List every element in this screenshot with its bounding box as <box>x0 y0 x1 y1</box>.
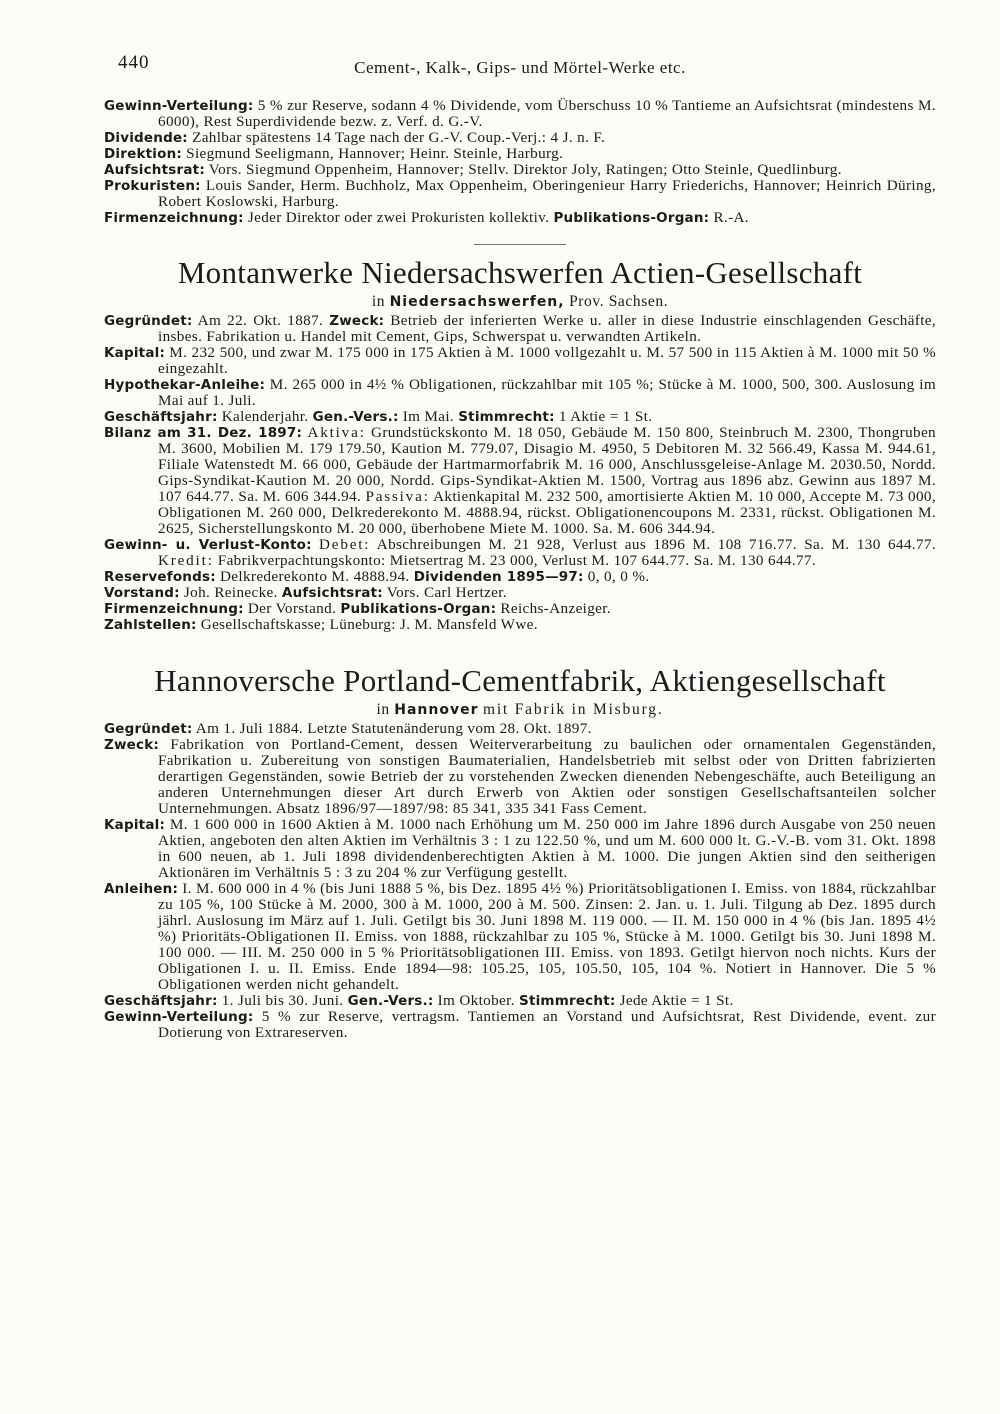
entry-label: Firmenzeichnung: <box>104 210 244 226</box>
entry-text: 5 % zur Reserve, vertragsm. Tantiemen an Vorstand und Aufsichtsrat, Rest Dividende, event. zur Dotierung von Extrareserven. <box>158 1008 936 1041</box>
entry-text: Gesellschaftskasse; Lüneburg: J. M. Mansfeld Wwe. <box>200 616 538 633</box>
entry-text: Vors. Siegmund Oppenheim, Hannover; Stellv. Direktor Joly, Ratingen; Otto Steinle, Quedlinburg. <box>208 161 842 178</box>
entry-label: Zweck: <box>329 313 385 329</box>
entry-text: Im Mai. <box>402 408 455 425</box>
entry-text: R.-A. <box>713 209 749 226</box>
entry-label: Reservefonds: <box>104 569 216 585</box>
hannoversche-section <box>104 663 936 1041</box>
entry-label: Kapital: <box>104 345 166 361</box>
entry-text: Der Vorstand. <box>247 600 337 617</box>
entry-text: Reichs-Anzeiger. <box>500 600 611 617</box>
passiva-label: Passiva: <box>365 488 430 505</box>
montanwerke-section <box>104 255 936 633</box>
zweck-entry <box>104 737 936 817</box>
entry-label: Prokuristen: <box>104 178 201 194</box>
entry-text: Joh. Reinecke. <box>183 584 278 601</box>
entry-label: Geschäftsjahr: <box>104 409 218 425</box>
location-suffix: mit Fabrik in Misburg. <box>482 701 664 718</box>
aufsichtsrat-entry <box>104 162 936 178</box>
gewinn-verteilung-entry <box>104 98 936 130</box>
entry-text: Grundstückskonto M. 18 050, Gebäude M. 150 800, Steinbruch M. 2300, Thongruben M. 3600, Mobilien M. 179 179.50, Kaution M. 779.07, Disagio M. 4950, 5 Debitoren M. 32 566.49, Kassa M. 944.61, Filiale Watenstedt M. 66 000, Gebäude der Hartmarmorfabrik M. 16 000, Anschlussgeleise-Anlage M. 2030.50, Nordd. Gips-Syndikat-Kaution M. 20 000, Nordd. Gips-Syndikat-Aktien M. 1500, Vortrag aus 1896 abz. Gewinn aus 1897 M. 107 644.77. Sa. M. 606 344.94. <box>158 424 936 505</box>
gewinn-verlust-entry <box>104 537 936 569</box>
aktiva-label: Aktiva: <box>307 424 366 441</box>
entry-label: Gen.-Vers.: <box>347 993 434 1009</box>
entry-text: 5 % zur Reserve, sodann 4 % Dividende, vom Überschuss 10 % Tantieme an Aufsichtsrat (mindestens M. 6000), Rest Superdividende bezw. z. Verf. d. G.-V. <box>158 97 936 130</box>
entry-label: Kapital: <box>104 817 166 833</box>
page <box>104 52 936 1041</box>
entry-text: Jede Aktie = 1 St. <box>619 992 734 1009</box>
entry-text: Abschreibungen M. 21 928, Verlust aus 1896 M. 108 716.77. Sa. M. 130 644.77. <box>376 536 936 553</box>
entry-text: Am 1. Juli 1884. Letzte Statutenänderung vom 28. Okt. 1897. <box>195 720 592 737</box>
company-title: Montanwerke Niedersachswerfen Actien-Gesellschaft <box>177 255 863 290</box>
gegruendet-entry <box>104 313 936 345</box>
page-number: 440 <box>118 52 150 73</box>
entry-label: Publikations-Organ: <box>553 210 710 226</box>
location-city: Hannover <box>394 702 479 718</box>
entry-text: Zahlbar spätestens 14 Tage nach der G.-V. Coup.-Verj.: 4 J. n. F. <box>192 129 606 146</box>
firmenzeichnung-entry <box>104 601 936 617</box>
running-head <box>104 52 936 82</box>
page-title: Cement-, Kalk-, Gips- und Mörtel-Werke etc. <box>354 58 686 77</box>
zahlstellen-entry <box>104 617 936 633</box>
entry-label: Gewinn- u. Verlust-Konto: <box>104 537 312 553</box>
entry-text: Kalenderjahr. <box>221 408 309 425</box>
entry-label: Gen.-Vers.: <box>312 409 399 425</box>
entry-text: M. 1 600 000 in 1600 Aktien à M. 1000 nach Erhöhung um M. 250 000 im Jahre 1896 durch Ausgabe von 250 neuen Aktien, angeboten den alten Aktien im Verhältnis 3 : 1 zu 122.50 %, und um M. 600 000 lt. G.-V.-B. vom 31. Okt. 1898 in 600 neuen, ab 1. Juli 1898 dividendenberechtigten Aktien à M. 1000. Die jungen Aktien sind den seitherigen Aktionären im Verhältnis 5 : 3 zu 204 % zur Verfügung gestellt. <box>158 816 936 881</box>
entry-label: Gegründet: <box>104 313 193 329</box>
prokuristen-entry <box>104 178 936 210</box>
entry-text: Fabrikation von Portland-Cement, dessen Weiterverarbeitung zu baulichen oder ornamentalen Gegenständen, Fabrikation u. Zubereitung von sonstigen Baumaterialien, Handelsbetrieb mit selbst oder von Dritten fabrizierten derartigen Gegenständen, sowie Betrieb der zu vorstehenden Zwecken dienenden Nebengeschäfte, auch Beteiligung an anderen Unternehmungen dieser Art durch Erwerb von Aktien oder sonstigen Gesellschaftsanteilen solcher Unternehmungen. Absatz 1896/97—1897/98: 85 341, 335 341 Fass Cement. <box>158 736 936 817</box>
vorstand-entry <box>104 585 936 601</box>
direktion-entry <box>104 146 936 162</box>
entry-label: Gegründet: <box>104 721 193 737</box>
entry-text: 1 Aktie = 1 St. <box>558 408 653 425</box>
entry-text: Im Oktober. <box>437 992 515 1009</box>
dividende-entry <box>104 130 936 146</box>
entry-label: Firmenzeichnung: <box>104 601 244 617</box>
entry-text: M. 265 000 in 4½ % Obligationen, rückzahlbar mit 105 %; Stücke à M. 1000, 500, 300. Auslosung im Mai auf 1. Juli. <box>158 376 936 409</box>
entry-text: 1. Juli bis 30. Juni. <box>221 992 344 1009</box>
entry-text: Siegmund Seeligmann, Hannover; Heinr. Steinle, Harburg. <box>186 145 564 162</box>
company-title: Hannoversche Portland-Cementfabrik, Aktiengesellschaft <box>154 663 886 698</box>
geschaeftsjahr-entry <box>104 993 936 1009</box>
entry-label: Anleihen: <box>104 881 179 897</box>
company-location <box>104 293 936 311</box>
debet-label: Debet: <box>319 536 371 553</box>
hypothekar-anleihe-entry <box>104 377 936 409</box>
entry-label: Stimmrecht: <box>519 993 616 1009</box>
anleihen-entry <box>104 881 936 993</box>
entry-text: Fabrikverpachtungskonto: Mietsertrag M. 23 000, Verlust M. 107 644.77. Sa. M. 130 644.77. <box>217 552 817 569</box>
entry-label: Dividende: <box>104 130 188 146</box>
entry-label: Vorstand: <box>104 585 180 601</box>
entry-label: Hypothekar-Anleihe: <box>104 377 266 393</box>
kapital-entry <box>104 817 936 881</box>
gegruendet-entry <box>104 721 936 737</box>
entry-label: Aufsichtsrat: <box>281 585 383 601</box>
bilanz-entry <box>104 425 936 537</box>
section-divider <box>474 244 566 245</box>
kapital-entry <box>104 345 936 377</box>
entry-label: Stimmrecht: <box>458 409 555 425</box>
gewinn-verteilung-entry <box>104 1009 936 1041</box>
entry-text: Am 22. Okt. 1887. <box>197 312 324 329</box>
entry-label: Zweck: <box>104 737 159 753</box>
entry-text: Louis Sander, Herm. Buchholz, Max Oppenheim, Oberingenieur Harry Friederichs, Hannover; Heinrich Düring, Robert Koslowski, Harburg. <box>158 177 936 210</box>
entry-text: 0, 0, 0 %. <box>587 568 650 585</box>
location-prefix: in <box>371 293 386 310</box>
entry-label: Bilanz am 31. Dez. 1897: <box>104 425 303 441</box>
kredit-label: Kredit: <box>158 552 214 569</box>
entry-label: Gewinn-Verteilung: <box>104 1009 254 1025</box>
entry-text: Vors. Carl Hertzer. <box>386 584 507 601</box>
reservefonds-entry <box>104 569 936 585</box>
location-city: Niedersachswerfen, <box>389 294 565 310</box>
entry-text: I. M. 600 000 in 4 % (bis Juni 1888 5 %, bis Dez. 1895 4½ %) Prioritätsobligationen I. Emiss. von 1884, rückzahlbar zu 105 %, 100 Stücke à M. 2000, 300 à M. 1000, 200 à M. 500. Zinsen: 2. Jan. u. 1. Juli. Tilgung ab Dez. 1895 durch jährl. Auslosung im März auf 1. Juli. Getilgt bis 30. Juni 1898 M. 119 000. — II. M. 150 000 in 4 % (bis Jan. 1895 4½ %) Prioritäts-Obligationen II. Emiss. von 1888, rückzahlbar zu 105 %, Stücke à M. 1000. Getilgt bis 30. Juni 1898 M. 100 000. — III. M. 250 000 in 5 % Prioritätsobligationen III. Emiss. von 1893. Getilgt hiervon noch nichts. Kurs der Obligationen I. u. II. Emiss. Ende 1894—98: 105.25, 105, 105.50, 105, 104 %. Notiert in Hannover. Die 5 % Obligationen werden nicht gehandelt. <box>158 880 936 993</box>
entry-label: Aufsichtsrat: <box>104 162 205 178</box>
entry-text: Aktienkapital M. 232 500, amortisierte Aktien M. 10 000, Accepte M. 73 000, Obligationen M. 260 000, Delkrederekonto M. 4888.94, rückst. Obligationencoupons M. 2331, rückst. Obligationen M. 2625, Sicherstellungskonto M. 20 000, überhobene Miete M. 1000. Sa. M. 606 344.94. <box>158 488 936 537</box>
entry-label: Direktion: <box>104 146 182 162</box>
entry-text: Jeder Direktor oder zwei Prokuristen kollektiv. <box>247 209 550 226</box>
entry-label: Zahlstellen: <box>104 617 197 633</box>
previous-company-section <box>104 98 936 226</box>
geschaeftsjahr-entry <box>104 409 936 425</box>
entry-text: Delkrederekonto M. 4888.94. <box>219 568 410 585</box>
entry-label: Gewinn-Verteilung: <box>104 98 254 114</box>
company-location <box>104 701 936 719</box>
entry-label: Publikations-Organ: <box>340 601 497 617</box>
location-prefix: in <box>376 701 390 718</box>
entry-label: Geschäftsjahr: <box>104 993 218 1009</box>
entry-text: M. 232 500, und zwar M. 175 000 in 175 Aktien à M. 1000 vollgezahlt u. M. 57 500 in 115 Aktien à M. 1000 mit 50 % eingezahlt. <box>158 344 936 377</box>
location-suffix: Prov. Sachsen. <box>569 293 669 310</box>
entry-label: Dividenden 1895—97: <box>413 569 584 585</box>
firmenzeichnung-entry <box>104 210 936 226</box>
entry-text: Betrieb der inferierten Werke u. aller in diese Industrie einschlagenden Geschäfte, insbes. Fabrikation u. Handel mit Cement, Gips, Schwerspat u. verwandten Artikeln. <box>158 312 936 345</box>
